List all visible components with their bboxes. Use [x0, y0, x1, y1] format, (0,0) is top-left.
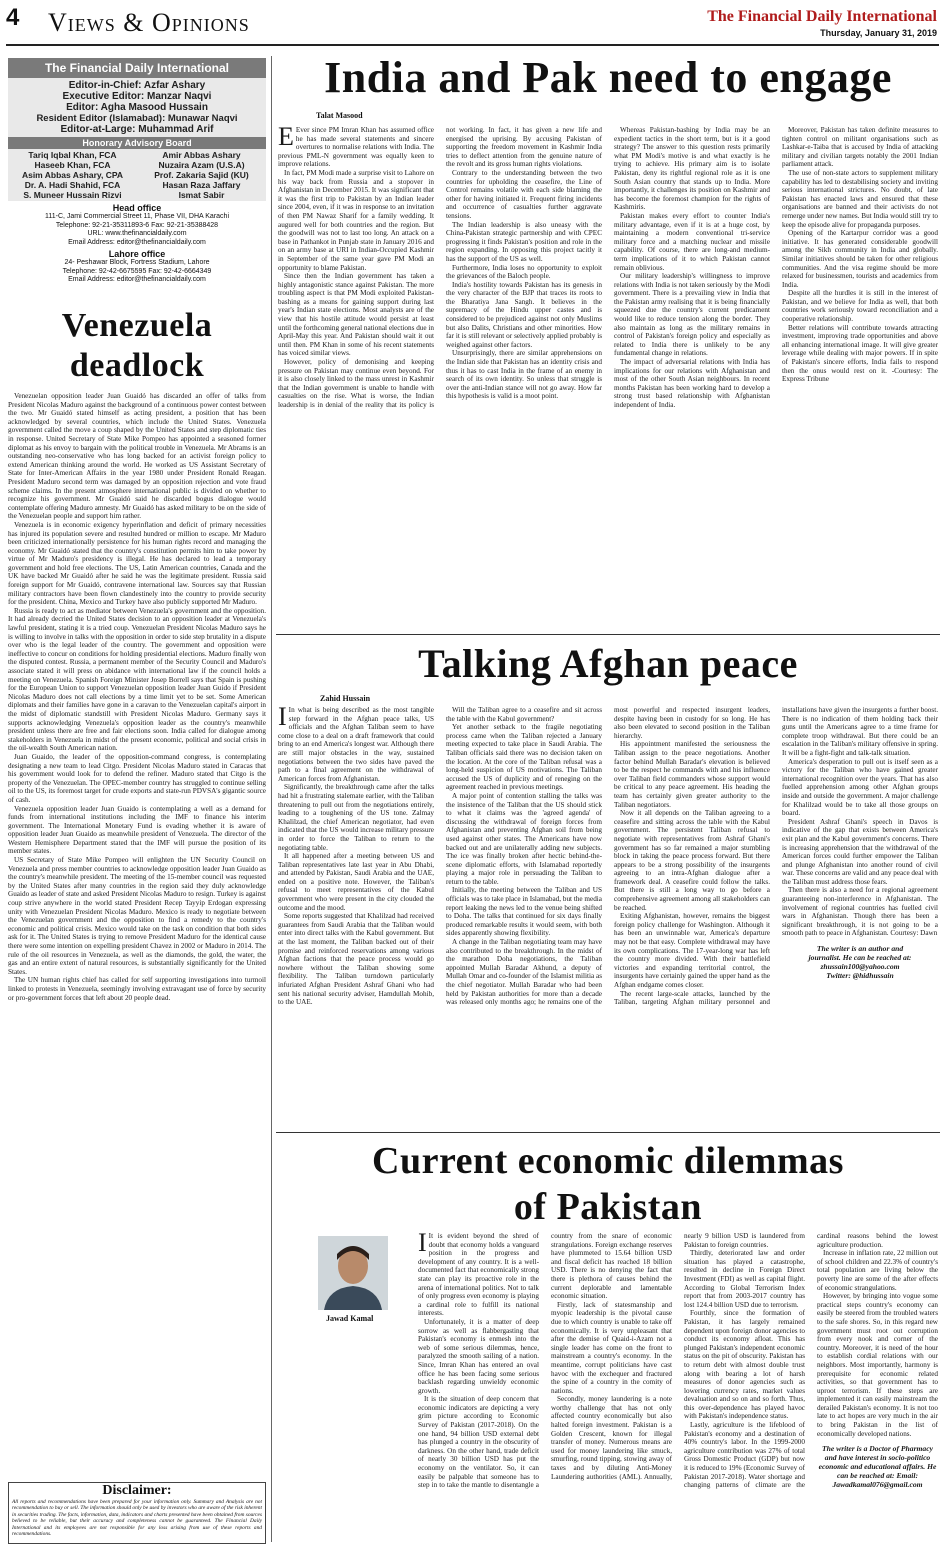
paragraph: Exiting Afghanistan, however, remains the biggest foreign policy challenge for Washington. Although it has been an unwinnable war, America's departure may not be that easy. Complete withdrawal may have its own complications. The 17-year-long war has left the country more divided. With their battlefield victories and expanding territorial control, the insurgents have certainly gained the upper hand as the Afghan endgame comes closer.: [614, 912, 770, 989]
editorial-headline: [8, 306, 266, 386]
bio-line: economic and educational affairs. He: [818, 1462, 937, 1472]
disclaimer-text: All reports and recommendations have been prepared for your information only. Summary and Analysis are not recommendation to buy or sell. The information should only be used by investors who are aware of the risk inherent in securities trading. The facts, information, data, indicators and charts presented have been obtained from sources believed to be reliable, but their accuracy and completeness cannot be guaranteed. The Financial Daily International and its employees are not responsible for any loss arising from use of these reports and recommendations.: [12, 1499, 262, 1538]
paragraph: However, policy of demonising and keeping pressure on Pakistan may continue even beyond. For it is also closely linked to the mass unrest in Kashmir that the Indian government is unable to handle with casualties on the rise. What is worse, the Indian leadership is in denial of the reality that its policy is not working. In fact, it has given a new life and energised the uprising. By accusing Pakistan of supporting the freedom movement in Kashmir India tries to deflect attention from the genuine nature of the revolt and its gross human rights violations.: [278, 126, 602, 409]
paragraph: Firstly, lack of statesmanship and myopic leadership is the pivotal cause due to which country is unable to take off economically. It is very unpleasant that after the demise of Quaid-i-Azam not a single leader has come on the front to mainstream a country's economy. In the meantime, corrupt politicians have cast havoc with the exchequer and fractured the spine of a country in the comity of nations.: [551, 1300, 672, 1395]
advisory-member: Ismat Sabir: [178, 190, 225, 200]
paragraph: Fourthly, since the formation of Pakistan, it has largely remained dependent upon foreign donor agencies to conduct its economy afloat. This has plunged Pakistan's independent economic status on the pit of obscurity. Pakistan has to return debt with almost double trust along with bearing a lot of harsh measures of donor agencies such as lowering currency rates, market values devaluation and so on and so forth. Thus, this over-dependence has played havoc with Pakistan's independence status.: [684, 1309, 805, 1421]
paragraph: [418, 1232, 539, 1318]
article-divider: [276, 634, 940, 635]
paragraph: Despite all the hurdles it is still in the interest of Pakistan, and we believe for India as well, that both countries work seriously toward reconciliation and a cooperative relationship.: [782, 289, 938, 324]
paragraph: Pakistan makes every effort to counter India's military advantage, even if it is at a huge cost, by maintaining a modern conventional tri-service military force and a matching nuclear and missile capability. Of course, there are long-and medium-term implications of it to which Pakistan cannot remain oblivious.: [614, 211, 770, 272]
editorial-headline-line: Venezuela: [61, 307, 213, 344]
paragraph: President Ashraf Ghani's speech in Davos is indicative of the gap that exists between America's exit plan and the Kabul government's concerns. There is increasing apprehension that the withdrawal of the American forces could further empower the Taliban and plunge Afghanistan into another round of civil war. These concerns are valid and any peace deal with the Taliban must address those fears.: [782, 817, 938, 886]
paragraph: Initially, the meeting between the Taliban and US officials was to take place in Islamabad, but the media report leaking the news led to the venue being shifted to Doha. The talks that continued for six days finally produced remarkable results it would seem, with both sides apparently showing flexibility.: [446, 886, 602, 938]
paragraph: India's hostility towards Pakistan has its genesis in the very character of the BJP that traces its roots to the Bharatiya Jana Sangh. It believes in the supremacy of the Hindu upper castes and is considered to be prejudiced against not only Muslims but also Dalits, Christians and other minorities. How far it is still relevant or selectively applied probably is weighed against other factors.: [446, 280, 602, 349]
staff-line: Editor: Agha Masood Hussain: [66, 102, 208, 113]
advisory-member: Dr. A. Hadi Shahid, FCA: [24, 180, 121, 190]
bio-line: Twitter: @hidhussain: [826, 971, 894, 981]
author-bio: [817, 1444, 938, 1489]
article2-author: Zahid Hussain: [320, 694, 371, 703]
photo-spacer: [278, 1232, 418, 1330]
advisory-right: [137, 150, 266, 200]
article2-headline: Talking Afghan peace: [418, 641, 798, 686]
advisory-member: Amir Abbas Ashary: [162, 150, 241, 160]
article3-author: Jawad Kamal: [326, 1314, 374, 1323]
address-line: 24- Peshawar Block, Fortress Stadium, Lahore: [64, 259, 210, 266]
paragraph: Significantly, the breakthrough came after the talks had hit a frustrating stalemate earlier, with the Taliban threatening to pull out from the negotiations entirely, leading to a toughening of the US tone. Zalmay Khalilzad, the chief American negotiator, had even indicated that the US would increase military pressure in order to force the Taliban to return to the negotiating table.: [278, 783, 434, 852]
paragraph: Our military leadership's willingness to improve relations with India is not taken seriously by the Modi government. There is a prevailing view in India that the Pakistan army realising that it is being financially squeezed due the country's current predicament would like to reduce tension along the border. They also maintain as long as the military remains in control of Pakistan's foreign policy and especially as related to India there is unlikely to be any fundamental change in relations.: [614, 272, 770, 358]
editorial-body: [8, 392, 266, 1478]
head-office: [8, 213, 266, 247]
header-paper-name: The Financial Daily International: [707, 8, 937, 25]
paragraph: [278, 706, 434, 783]
paragraph: US Secretary of State Mike Pompeo will enlighten the UN Security Council on Venezuela and press member countries to acknowledge opposition leader Juan Guaido as the country's meanwhile president. The meeting of the 15-member council was requested by the United States after many countries in the region said they duly acknowledge Guaido as leader of state and asked President Nicolas Maduro to resign. Turkey is against coup strive anywhere in the world stated President Recep Tayyip Erdogan expressing unity with Venezuelan President Nicolas Maduro. Mexico is ready to negotiate between the Venezuelan government and the opposition to find a remedy to the country's economic and political crisis. Mexico would take on the task on condition that both sides ask for it. The United States is trying to remove President Maduro for the identical cause there were some intention on expelling president Chavez in 2002 or Maduro in 2014. The rule of the oil resources in Venezuela, as well as the diamonds, the gold, the water, the gas and an entire extent of natural resources, is substantially significantly for the United States.: [8, 856, 266, 976]
page-number: 4: [6, 4, 20, 31]
disclaimer-box: [8, 1482, 266, 1544]
paragraph: In fact, PM Modi made a surprise visit to Lahore on his way back from Russia and a stopover in Afghanistan in December 2015. It was significant that it was the first trip to Pakistan by an Indian leader since 2004, even, if it was in response to an invitation of then PM Nawaz Sharif for a family wedding. It augured well for both countries and the region. But the goodwill was not to last too long. An attack on a base in Pathankot in Punjab state in January 2016 and on an army base at URI in Indian-Occupied Kashmir in September of the same year gave PM Modi an opportunity to blame Pakistan.: [278, 168, 434, 272]
drop-cap: I: [278, 706, 287, 731]
advisory-member: Tariq Iqbal Khan, FCA: [28, 150, 117, 160]
bio-line: The writer is a Doctor of Pharmacy: [822, 1444, 933, 1454]
paragraph: Lastly, agriculture is the lifeblood of Pakistan's economy and a destination of 40% country's labor. In the 1999-2000 agriculture contribution was 27% of total Gross Domestic Product (GDP) but now it is reduced to 19% (Economic Survey of Pakistan 2017-2018). Water shortage and changing patterns of climate are the cardinal reasons behind the lowest agriculture production.: [684, 1232, 938, 1490]
article-divider: [276, 1132, 940, 1133]
author-bio: [782, 944, 938, 980]
paragraph: Increase in inflation rate, 22 million out of school children and 22.3% of country's total population are living below the poverty line are some of the after effects of economic strangulations.: [817, 1249, 938, 1292]
paragraph: Will the Taliban agree to a ceasefire and sit across the table with the Kabul government?: [446, 706, 602, 723]
article2-body: [278, 706, 938, 1126]
editorial-staff: [8, 78, 266, 137]
advisory-member: Hasan Raza Jaffary: [162, 180, 241, 190]
paragraph: The Indian leadership is also uneasy with the China-Pakistan strategic partnership and with CPEC progressing it finds Pakistan's position and role in the region expanding. In opposing this project tacitly it has the support of the US as well.: [446, 220, 602, 263]
masthead-title: The Financial Daily International: [8, 58, 266, 78]
paragraph: However, by bringing into vogue some practical steps country's economy can easily be steered from the troubled waters to the safe shores. So, in this regard new government must root out corruption from every nook and corner of the country. Moreover, it is need of the hour to establish cordial relations with our neighbors. Most importantly, harmony is prerequisite for economic related activities, so that government has to uproot terrorism. If these steps are implemented it can easily mainstream the derailed Pakistan's economy. It is not too late to act hopes are very much in the air to bring Pakistan in the list of economically developed nations.: [817, 1292, 938, 1438]
advisory-member: Nuzaira Azam (U.S.A): [158, 160, 245, 170]
paragraph: The impact of adversarial relations with India has implications for our relations with Afghanistan and most of the other South Asian neighbours. In recent months Pakistan has been working hard to develop a strong trust based relationship with Afghanistan independent of India.: [614, 358, 770, 409]
paragraph-text: In what is being described as the most tangible step forward in the Afghan peace talks, US officials and the Afghan Taliban seem to have come close to a deal on a draft framework that could bring to an end America's longest war. Although there are still major obstacles in the way, sustained negotiations between the two sides have paved the path to a final agreement on the withdrawal of American forces from Afghanistan.: [278, 706, 434, 783]
paragraph: Then there is also a need for a regional agreement guaranteeing non-interference in Afghanistan. The involvement of regional countries has fuelled civil wars in Afghanistan. Though there has been a significant breakthrough, it is not going to be a smooth path to peace in Afghanistan. Courtesy: Dawn: [782, 886, 938, 938]
paragraph: Moreover, Pakistan has taken definite measures to tighten control on militant organisations such as Lashkar-e-Taiba that is accused by India of attacking military and civilian targets notably the 2001 Indian parliament attack.: [782, 126, 938, 169]
article3-headline-line: Current economic dilemmas: [372, 1140, 844, 1182]
paragraph-text: Ever since PM Imran Khan has assumed office he has made several statements and sincere overtures to normalise relations with India. The previous PML-N government was equally keen to improve relations.: [278, 126, 434, 169]
article3-headline: [276, 1138, 940, 1230]
article1-headline: India and Pak need to engage: [324, 53, 892, 102]
paragraph: Now it all depends on the Taliban agreeing to a ceasefire and sitting across the table with the Kabul government. The persistent Taliban refusal to negotiate with representatives from Ashraf Ghani's government has so far remained a major stumbling block in taking the peace process forward. But there appears to be a strong possibility of the insurgents agreeing to an intra-Afghan dialogue after a framework deal. A ceasefire could follow the talks. But there is still a long way to go before a comprehensive agreement among all stakeholders can be reached.: [614, 809, 770, 912]
paragraph: A change in the Taliban negotiating team may have also contributed to the breakthrough. In the midst of the marathon Doha negotiations, the Taliban appointed Mullah Baradar Akhund, a deputy of Mullah Omar and co-founder of the Islamist militia as the chief negotiator. Mullah Baradar who had been held by Pakistan authorities for more than a decade was released only months ago; he remains one of the most powerful and respected insurgent leaders, despite having been in custody for so long. He has also been elevated to second position in the Taliban hierarchy.: [446, 706, 770, 1007]
bio-line: zhussain100@yahoo.com: [820, 962, 900, 972]
lahore-office-title: Lahore office: [108, 249, 166, 259]
staff-line: Executive Editor: Manzar Naqvi: [62, 91, 212, 102]
paragraph: Furthermore, India loses no opportunity to exploit the grievances of the Baloch people.: [446, 263, 602, 281]
masthead-box: [8, 58, 266, 290]
paragraph: Thirdly, deteriorated law and order situation has played a catastrophe, resulted in decline in Foreign Direct Investment (FDI) as well as capital flight. According to Global Terrorism Index report that from 2003-2017 country has lost 124.4 billion USD due to terrorism.: [684, 1249, 805, 1309]
article3-headline-line: of Pakistan: [513, 1186, 703, 1228]
address-line: Telephone: 92-21-35311893-6 Fax: 92-21-35388428: [55, 221, 219, 229]
advisory-member: Asim Abbas Ashary, CPA: [21, 170, 124, 180]
header-rule: [6, 44, 939, 46]
paragraph: America's desperation to pull out is itself seen as a victory for the Taliban who have gained greater international recognition over the years. That has also fuelled apprehension among other Afghan groups inside and outside the government. A major challenge for Khalilzad would be to take all those groups on board.: [782, 757, 938, 818]
staff-line: Resident Editor (Islamabad): Munawar Naqvi: [36, 113, 238, 124]
paragraph: Better relations will contribute towards attracting investment, improving trade opportunities and above all enhancing international image. It will give greater leverage while dealing with major powers. If in spite of Pakistan's sincere efforts, India fails to respond then the onus would rest on it. -Courtesy: The Express Tribune: [782, 323, 938, 384]
address-line: Email Address: editor@thefinancialdaily.com: [68, 238, 206, 246]
paragraph: The use of non-state actors to supplement military capability has led to destabilising society and inviting serious international strictures. No doubt, of late Pakistan has enacted laws and ensured that these organisations are banned and their activists do not remerge under new names. But India would still try to keep the episode alive for propaganda purposes.: [782, 168, 938, 229]
paragraph: The UN human rights chief has called for self supporting investigations into turmoil linked to protests in Venezuela, seemingly involving extravagant use of force by security or pro-government forces that left about 20 people dead.: [8, 976, 266, 1002]
paragraph: Venezuela is in economic exigency hyperinflation and deficit of primary necessities has injured its population severe and resulted hundred or million to escape. Mr Maduro been criticized internationally persistence for his human rights record and managing the economy. Mr Guaidó stated that the country's constitution permits him to take power by virtue of Mr Maduro's presidency is illegal. He has declared to lead a temporary government and hold free elections. The US, Latin American countries, Canada and the UK have backed Mr Guaidó after he said he was the legitimate president. Russia said foreign support for Mr Guaidó, contravene international law. Sources say that Russian military contractors have been flown clandestinely into the country to provide security for the president. China, Mexico and Turkey have also publicly supported Mr Maduro.: [8, 520, 266, 607]
drop-cap: E: [278, 126, 294, 151]
address-line: Email Address: editor@thefinancialdaily.com: [68, 276, 206, 283]
article1-body: [278, 126, 938, 628]
paragraph: Venezuela opposition leader Juan Guaido is contemplating a well as a demand for funds from international institutions including the IMF to finance his interim government. The International Monetary Fund is evading whether it is aware of opposition leader Juan Guaido as meanwhile president of Venezuela. The director of the Western Hemisphere Department stated that the IMF will pursue the position of its member states.: [8, 804, 266, 856]
paragraph: Since then the Indian government has taken a highly antagonistic stance against Pakistan. The more troubling aspect is that PM Modi exploited Pakistan-bashing as a means for gaining support during last year's Indian state elections. Most analysts are of the view that his hostile attitude would persist at least until the forthcoming general national elections due in April-May this year. And Pakistan should wait it out until then. PM Khan in some of his recent statements has voiced similar views.: [278, 272, 434, 358]
staff-line: Editor-in-Chief: Azfar Ashary: [68, 80, 206, 91]
paragraph: His appointment manifested the seriousness the Taliban assign to the peace negotiations. Another factor behind Mullah Baradar's elevation is believed to be the respect he commands with and his influence over Taliban field commanders whose support would be critical to any peace agreement. His heading the team has certainly given greater authority to the Taliban negotiators.: [614, 740, 770, 809]
address-line: Telephone: 92-42-6675595 Fax: 92-42-6664349: [62, 267, 212, 275]
paragraph: Contrary to the understanding between the two countries for upholding the ceasefire, the Line of Control remains volatile with each side blaming the other for having initiated it. Frequent firing incidents and occurrence of casualties further aggravate tensions.: [446, 168, 602, 220]
advisory-member: Prof. Zakaria Sajid (KU): [154, 170, 249, 180]
paragraph: Unsurprisingly, there are similar apprehensions on the Indian side that Pakistan has an identity crisis and thus it has to cast India in the frame of an enemy in search of its own identity. So unless that struggle is over the anti-Indian stance will not go away. How far this hypothesis is valid is a moot point.: [446, 349, 602, 401]
advisory-member: Haseeb Khan, FCA: [34, 160, 111, 170]
paragraph: It all happened after a meeting between US and Taliban representatives late last year in Abu Dhabi, and attended by Pakistan, Saudi Arabia and the UAE, ended on a positive note. However, the Taliban's refusal to meet representatives of the Kabul government who were present in the city clouded the outcome and the mood.: [278, 852, 434, 912]
advisory-member: S. Muneer Hussain Rizvi: [23, 190, 122, 200]
advisory-board: [8, 149, 266, 201]
bio-line: The writer is an author and: [816, 944, 904, 954]
article3-columns: [418, 1232, 938, 1542]
paragraph: It is the situation of deep concern that economic indicators are depicting a very grim picture according to Economic Survey of Pakistan (2017-2018). On the one hand, 94 billion USD external debt has plunged a country in the obscurity of darkness. On the other hand, trade deficit of nearly 30 billion USD has put the economy on the ventilator. So, it can easily be palpable that someone has to step in to take the mantle to disentangle a country from the snare of economic strangulations. Foreign exchange reserves have plummeted to 15.64 billion USD and fiscal deficit has reached 18 billion USD. There is no denying the fact that there is plethora of causes behind the current deplorable and lamentable economic situation.: [418, 1232, 672, 1490]
paragraph: Unfortunately, it is a matter of deep sorrow as well as flabbergasting that Pakistan's economy is enmesh into the web of some serious dilemmas, hence, paralyzed the smooth sailing of a nation. Since, Imran Khan has entered an oval office he has been facing some serious backlash regarding unwieldy economic growth.: [418, 1317, 539, 1395]
advisory-left: [8, 150, 137, 200]
advisory-title: Honorary Advisory Board: [8, 137, 266, 149]
bio-line: Jawadkamal076@gmail.com: [832, 1480, 923, 1490]
bio-line: journalist. He can be reached at:: [808, 953, 912, 963]
paragraph: Venezuelan opposition leader Juan Guaidó has discarded an offer of talks from President Nicolas Maduro against the background of a continuous power contest between the two. Mr Guaidó stated himself as acting president, a position that has been acknowledged by several countries, which include the United States. Venezuela government called the move a coup shaped by the United States and step diplomatic ties in response. United Secretary of State Mike Pompeo has appointed a seasoned former diplomat as his envoy to bargain with the political trouble in Venezuela. Mr Abrams is an outstanding neo-conservative who has long backed for an activist foreign policy to extend American thinking around the world. He worked as US Assistant Secretary of State for Inter-American Affairs in the year 1980 under President Ronald Reagan. President Maduro second term was damaged by an opposition rejection and vote fraud scheme claims. In the present atmosphere international public is divided on whether to recognize his government. Mr Guaidó said he discarded bogus dialogue would contemplate offering Maduro amnesty. Mr Guaidó has asked military to be on the side of the Venezuelan people and support him rather.: [8, 392, 266, 521]
paragraph: Secondly, money laundering is a note worthy challenge that has not only affected country economically but also halted foreign investment. Pakistan is a Golden Crescent, known for illegal transfer of money. Numerous means are used for money laundering like smuck, smurfing, round tipping, stowing away of taxes and by diluting Anti-Money Laundering authorities (AML). Annually, nearly 9 billion USD is laundered from Pakistan to foreign countries.: [551, 1232, 805, 1481]
paragraph: A major point of contention stalling the talks was the insistence of the Taliban that the US should stick to what it claims was the 'agreed agenda' of discussing the withdrawal of foreign forces from Afghanistan and preventing Afghan soil from being used against other states. The Americans have now backed out and are unilaterally adding new subjects. The ice was finally broken after hectic behind-the-scene diplomatic efforts, with Islamabad reportedly playing a major role in persuading the Taliban to return to the table.: [446, 791, 602, 886]
section-title: Views & Opinions: [48, 8, 250, 37]
paragraph: Whereas Pakistan-bashing by India may be an expedient tactics in the short term, but is it a good strategy? The answer to this question rests primarily what PM Modi's motive is and what exactly is he trying to achieve. His primary aim is to isolate Pakistan, deny its rightful regional role as it is one South Asian country that stands up to India. More importantly, it challenges its position on Kashmir and has become the foremost champion for the rights of Kashmiris.: [614, 126, 770, 212]
bio-line: can be reached at: Email:: [837, 1471, 918, 1481]
paragraph: Yet another setback to the fragile negotiating process came when the Taliban rejected a January meeting expected to take place in Saudi Arabia. The Taliban officials said there was no decision taken on the location. At the core of the Taliban refusal was a long-held suspicion of US motivations. The Taliban accused the US of duplicity and of reneging on the agreement reached in previous meetings.: [446, 723, 602, 792]
paragraph: The recent large-scale attacks, launched by the Taliban, targeting Afghan military personnel and installations have given the insurgents a further boost. There is no indication of them holding back their guns until the Americans agree to a time frame for complete troop withdrawal. But there could be an escalation in the Taliban's military offensive in spring. It will be a fight-fight and talk-talk situation.: [614, 706, 938, 1007]
editorial-headline-line: deadlock: [69, 347, 205, 384]
drop-cap: I: [418, 1232, 427, 1257]
disclaimer-title: Disclaimer:: [102, 1483, 172, 1498]
staff-line: Editor-at-Large: Muhammad Arif: [60, 124, 214, 135]
bio-line: and have interest in socio-politico: [824, 1453, 931, 1463]
address-line: 111-C, Jami Commercial Street 11, Phase VII, DHA Karachi: [44, 213, 229, 220]
article3-body: [278, 1232, 938, 1542]
paragraph: [278, 126, 434, 169]
paragraph: Opening of the Kartarpur corridor was a good initiative. It has generated considerable goodwill among the Sikh community in India and globally. Similar initiatives should be taken for other religious communities. And the visa regime should be more relaxed for businessmen, tourists and academics from India.: [782, 229, 938, 289]
paragraph: Some reports suggested that Khalilzad had received guarantees from Saudi Arabia that the Taliban would enter into direct talks with the Kabul government. But at the last moment, the Taliban backed out of their promise and reinforced reservations among various Afghan factions that the peace process would go nowhere without the Taliban showing some flexibility. The Taliban turndown particularly infuriated Afghan President Ashraf Ghani who had sent his national security adviser, Hamdullah Mohib, to the UAE.: [278, 912, 434, 1007]
header-date: Thursday, January 31, 2019: [820, 28, 937, 38]
paragraph-text: It is evident beyond the shred of doubt that economy holds a vanguard position in the progress and development of any country. It is a well-documented fact that economically strong state can play its proactive role in the arena of international politics. Not to talk of only progress even economy is playing a cardinal role to fulfill its national interests.: [418, 1232, 539, 1318]
paragraph: Russia is ready to act as mediator between Venezuela's government and the opposition. It had already decried the United States decision to an opposition leader at Venezuela's lawful president, stating it is a tried coup. Venezuelan President Nicolas Maduro says he is willing to involve in talks with the opposition in order to side step brutality in a dispute over who is the legal leader of the country. The government and opposition were ineffective to concur on conditions for holding presidential elections. Maduro finally won the disputed contest. Russia, a permanent member of the Security Council and Maduro's associate stated it will press on abidance with international law if the council holds a meeting on Venezuela. Spanish Foreign Minister Josep Borrell says that Spain is pushing for the European Union to support Venezuelan opposition leader Juan Guido if President Nicolas Maduro does not call elections by a time limit yet to be set. Some American diplomats and their families have gone in a caravan to the Venezuelan capital's airport in the midst of diplomatic standstill with President Nicolas Maduro. Germany says it supports acknowledging Venezuela's opposition leader as the country's meanwhile president unless there are free and fair elections soon. India called for dialogue among stakeholders in Venezuela in midst of the present economic, political and social crisis in the oil-wealth South American nation.: [8, 606, 266, 753]
lahore-office: [8, 259, 266, 285]
head-office-title: Head office: [112, 203, 162, 213]
address-line: URL: www.thefinancialdaily.com: [87, 230, 187, 237]
column-divider: [271, 56, 272, 1542]
article1-author: Talat Masood: [316, 111, 363, 120]
paragraph: Juan Guaido, the leader of the opposition-command congress, is contemplating designating a new team to lead Citgo. President Nicolas Maduro stated in Caracas that his government would look for to defend the refiner. Maduro stated that Citgo is the property of the Venezuelan. The OPEC-member country has struggled to continue selling oil to the US, its foremost target for crude exports and state-run PDVSA's gigantic source of cash.: [8, 752, 266, 804]
